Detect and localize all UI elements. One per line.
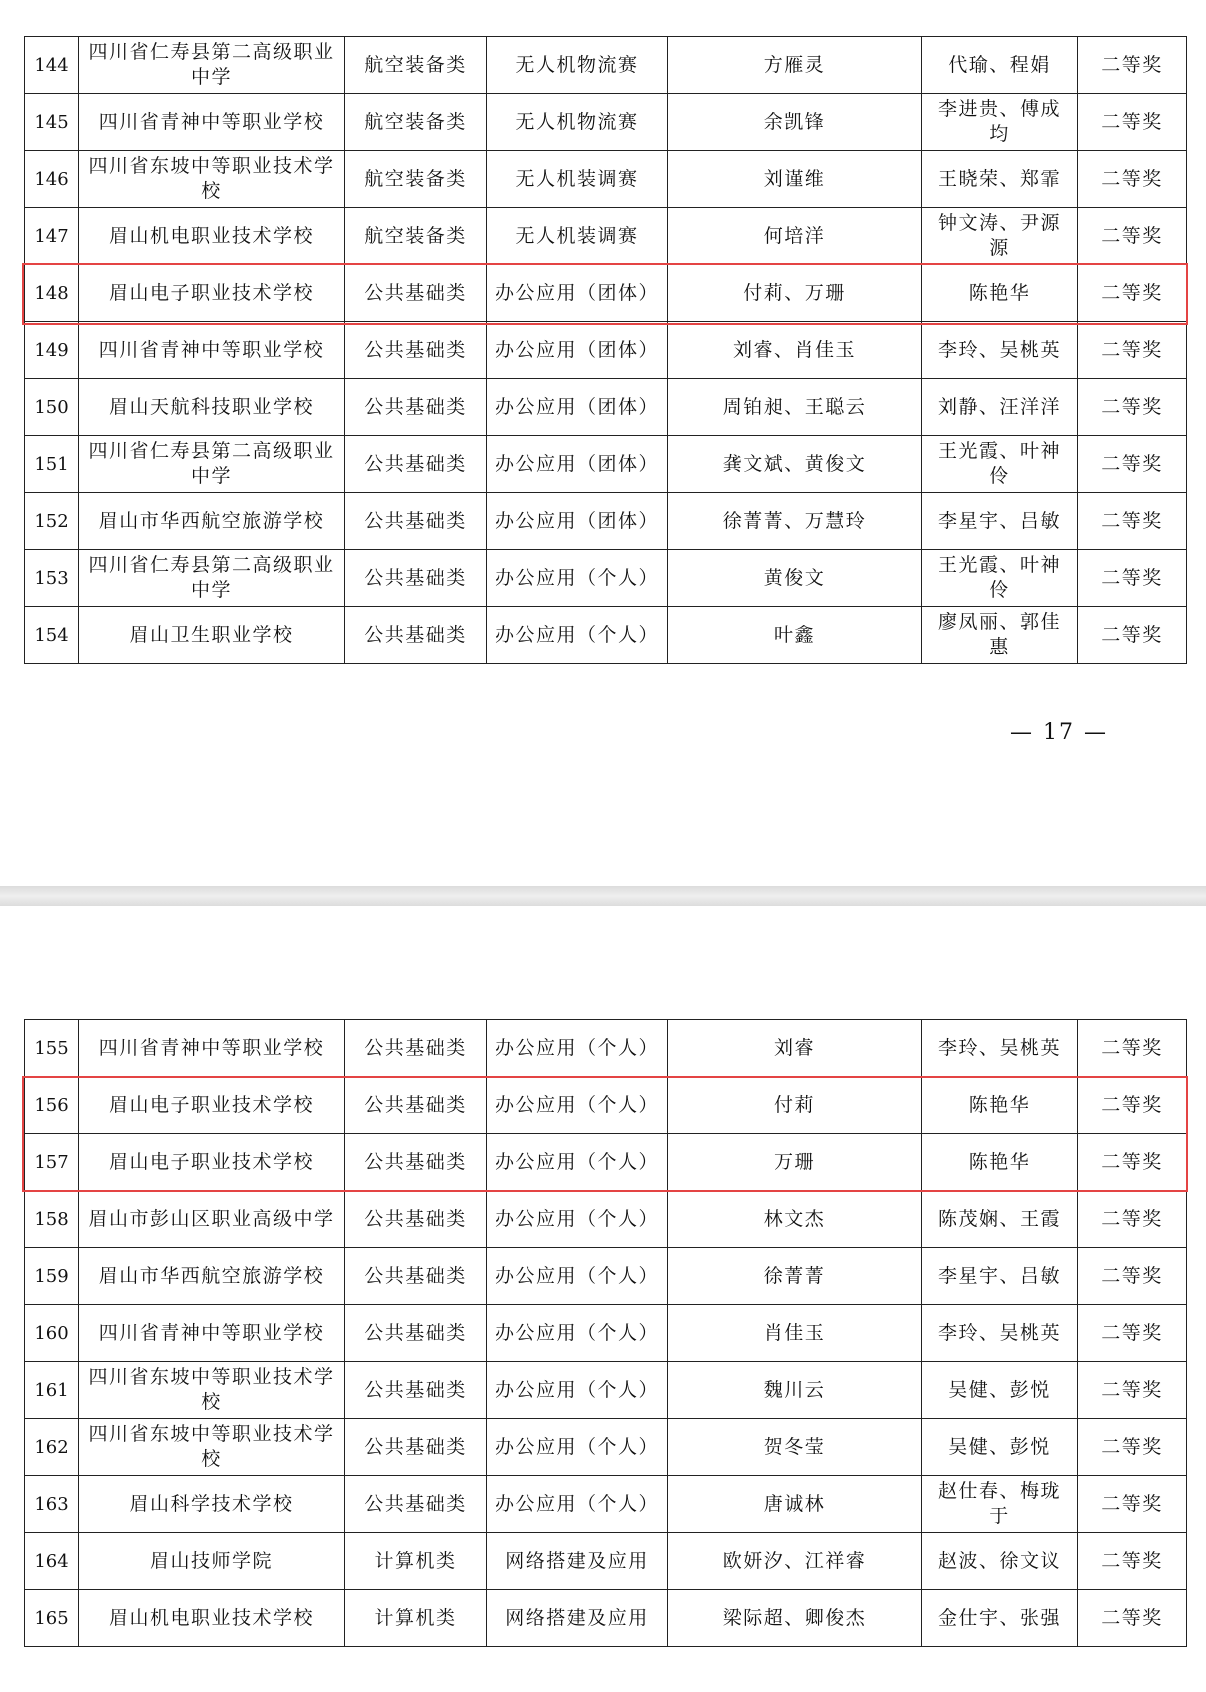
cell-contestants: 刘谨维 — [668, 151, 922, 208]
cell-category: 公共基础类 — [345, 379, 487, 436]
table-row — [25, 550, 1187, 607]
cell-category: 公共基础类 — [345, 322, 487, 379]
cell-school: 四川省仁寿县第二高级职业中学 — [79, 37, 345, 94]
cell-contestants: 余凯锋 — [668, 94, 922, 151]
cell-contestants: 付莉、万珊 — [668, 265, 922, 322]
table-row — [25, 265, 1187, 322]
cell-school: 四川省仁寿县第二高级职业中学 — [79, 436, 345, 493]
cell-event: 办公应用（团体） — [487, 379, 668, 436]
cell-award: 二等奖 — [1078, 1134, 1187, 1191]
cell-award: 二等奖 — [1078, 436, 1187, 493]
cell-instructors: 吴健、彭悦 — [922, 1419, 1078, 1476]
award-table-bottom — [24, 1019, 1187, 1647]
cell-event: 办公应用（个人） — [487, 1419, 668, 1476]
cell-school: 四川省青神中等职业学校 — [79, 94, 345, 151]
cell-number: 146 — [25, 151, 79, 208]
cell-number: 145 — [25, 94, 79, 151]
cell-instructors: 钟文涛、尹源源 — [922, 208, 1078, 265]
cell-instructors: 陈艳华 — [922, 265, 1078, 322]
cell-school: 眉山卫生职业学校 — [79, 607, 345, 664]
cell-contestants: 魏川云 — [668, 1362, 922, 1419]
cell-award: 二等奖 — [1078, 1020, 1187, 1077]
table-row — [25, 322, 1187, 379]
table-row — [25, 94, 1187, 151]
cell-school: 四川省青神中等职业学校 — [79, 322, 345, 379]
cell-event: 办公应用（团体） — [487, 436, 668, 493]
cell-number: 153 — [25, 550, 79, 607]
cell-contestants: 徐菁菁、万慧玲 — [668, 493, 922, 550]
cell-category: 计算机类 — [345, 1533, 487, 1590]
cell-category: 公共基础类 — [345, 550, 487, 607]
cell-number: 157 — [25, 1134, 79, 1191]
table-row — [25, 1533, 1187, 1590]
cell-number: 148 — [25, 265, 79, 322]
table-row — [25, 1305, 1187, 1362]
cell-award: 二等奖 — [1078, 208, 1187, 265]
cell-instructors: 吴健、彭悦 — [922, 1362, 1078, 1419]
cell-contestants: 林文杰 — [668, 1191, 922, 1248]
cell-school: 眉山机电职业技术学校 — [79, 1590, 345, 1647]
cell-category: 航空装备类 — [345, 151, 487, 208]
table-row — [25, 1362, 1187, 1419]
cell-number: 160 — [25, 1305, 79, 1362]
cell-award: 二等奖 — [1078, 322, 1187, 379]
cell-school: 四川省东坡中等职业技术学校 — [79, 151, 345, 208]
cell-category: 公共基础类 — [345, 1020, 487, 1077]
cell-award: 二等奖 — [1078, 1191, 1187, 1248]
cell-number: 150 — [25, 379, 79, 436]
cell-event: 网络搭建及应用 — [487, 1590, 668, 1647]
cell-event: 办公应用（个人） — [487, 1020, 668, 1077]
cell-award: 二等奖 — [1078, 1533, 1187, 1590]
table-row — [25, 1419, 1187, 1476]
cell-award: 二等奖 — [1078, 1362, 1187, 1419]
cell-number: 155 — [25, 1020, 79, 1077]
cell-category: 航空装备类 — [345, 208, 487, 265]
cell-instructors: 李玲、吴桃英 — [922, 322, 1078, 379]
cell-award: 二等奖 — [1078, 1248, 1187, 1305]
cell-category: 公共基础类 — [345, 1248, 487, 1305]
cell-school: 眉山电子职业技术学校 — [79, 1077, 345, 1134]
cell-category: 公共基础类 — [345, 607, 487, 664]
cell-contestants: 龚文斌、黄俊文 — [668, 436, 922, 493]
cell-school: 眉山电子职业技术学校 — [79, 1134, 345, 1191]
cell-instructors: 李星宇、吕敏 — [922, 1248, 1078, 1305]
cell-school: 眉山电子职业技术学校 — [79, 265, 345, 322]
table-row — [25, 37, 1187, 94]
cell-event: 办公应用（个人） — [487, 1134, 668, 1191]
cell-event: 无人机装调赛 — [487, 151, 668, 208]
cell-number: 159 — [25, 1248, 79, 1305]
cell-category: 公共基础类 — [345, 1305, 487, 1362]
cell-school: 眉山市华西航空旅游学校 — [79, 493, 345, 550]
cell-school: 眉山科学技术学校 — [79, 1476, 345, 1533]
cell-number: 163 — [25, 1476, 79, 1533]
cell-contestants: 梁际超、卿俊杰 — [668, 1590, 922, 1647]
cell-category: 公共基础类 — [345, 1419, 487, 1476]
cell-event: 办公应用（个人） — [487, 1191, 668, 1248]
cell-instructors: 李玲、吴桃英 — [922, 1020, 1078, 1077]
cell-category: 公共基础类 — [345, 493, 487, 550]
cell-school: 四川省青神中等职业学校 — [79, 1020, 345, 1077]
cell-instructors: 金仕宇、张强 — [922, 1590, 1078, 1647]
cell-number: 152 — [25, 493, 79, 550]
cell-event: 办公应用（团体） — [487, 265, 668, 322]
cell-event: 办公应用（个人） — [487, 550, 668, 607]
cell-award: 二等奖 — [1078, 1590, 1187, 1647]
table-row — [25, 1248, 1187, 1305]
cell-contestants: 肖佳玉 — [668, 1305, 922, 1362]
table-row — [25, 151, 1187, 208]
cell-number: 149 — [25, 322, 79, 379]
cell-event: 无人机装调赛 — [487, 208, 668, 265]
cell-award: 二等奖 — [1078, 94, 1187, 151]
cell-event: 办公应用（团体） — [487, 322, 668, 379]
table-row — [25, 208, 1187, 265]
cell-contestants: 刘睿 — [668, 1020, 922, 1077]
cell-award: 二等奖 — [1078, 37, 1187, 94]
cell-instructors: 廖凤丽、郭佳惠 — [922, 607, 1078, 664]
cell-school: 四川省东坡中等职业技术学校 — [79, 1362, 345, 1419]
cell-contestants: 唐诚林 — [668, 1476, 922, 1533]
cell-instructors: 王光霞、叶神伶 — [922, 550, 1078, 607]
table-row — [25, 493, 1187, 550]
award-table-top — [24, 36, 1187, 664]
cell-category: 公共基础类 — [345, 436, 487, 493]
award-table-top-body — [25, 37, 1187, 664]
cell-instructors: 赵波、徐文议 — [922, 1533, 1078, 1590]
cell-contestants: 贺冬莹 — [668, 1419, 922, 1476]
cell-instructors: 王光霞、叶神伶 — [922, 436, 1078, 493]
cell-event: 办公应用（个人） — [487, 1476, 668, 1533]
cell-event: 网络搭建及应用 — [487, 1533, 668, 1590]
cell-number: 147 — [25, 208, 79, 265]
cell-award: 二等奖 — [1078, 550, 1187, 607]
cell-contestants: 万珊 — [668, 1134, 922, 1191]
cell-event: 办公应用（个人） — [487, 1362, 668, 1419]
cell-number: 151 — [25, 436, 79, 493]
cell-number: 161 — [25, 1362, 79, 1419]
cell-number: 162 — [25, 1419, 79, 1476]
cell-instructors: 陈艳华 — [922, 1077, 1078, 1134]
cell-instructors: 陈茂娴、王霞 — [922, 1191, 1078, 1248]
cell-award: 二等奖 — [1078, 1476, 1187, 1533]
cell-school: 四川省东坡中等职业技术学校 — [79, 1419, 345, 1476]
cell-category: 计算机类 — [345, 1590, 487, 1647]
table-row — [25, 436, 1187, 493]
cell-instructors: 李玲、吴桃英 — [922, 1305, 1078, 1362]
cell-number: 164 — [25, 1533, 79, 1590]
cell-contestants: 黄俊文 — [668, 550, 922, 607]
cell-contestants: 周铂昶、王聪云 — [668, 379, 922, 436]
cell-school: 眉山机电职业技术学校 — [79, 208, 345, 265]
cell-event: 无人机物流赛 — [487, 37, 668, 94]
cell-number: 144 — [25, 37, 79, 94]
cell-number: 165 — [25, 1590, 79, 1647]
table-row — [25, 1077, 1187, 1134]
cell-event: 办公应用（团体） — [487, 493, 668, 550]
cell-instructors: 李星宇、吕敏 — [922, 493, 1078, 550]
cell-event: 无人机物流赛 — [487, 94, 668, 151]
cell-category: 公共基础类 — [345, 1134, 487, 1191]
cell-contestants: 方雁灵 — [668, 37, 922, 94]
cell-school: 眉山市彭山区职业高级中学 — [79, 1191, 345, 1248]
cell-contestants: 欧妍汐、江祥睿 — [668, 1533, 922, 1590]
table-row — [25, 1590, 1187, 1647]
cell-number: 154 — [25, 607, 79, 664]
cell-category: 公共基础类 — [345, 265, 487, 322]
cell-contestants: 刘睿、肖佳玉 — [668, 322, 922, 379]
cell-number: 156 — [25, 1077, 79, 1134]
cell-school: 四川省青神中等职业学校 — [79, 1305, 345, 1362]
cell-award: 二等奖 — [1078, 151, 1187, 208]
cell-instructors: 陈艳华 — [922, 1134, 1078, 1191]
cell-contestants: 徐菁菁 — [668, 1248, 922, 1305]
table-row — [25, 1134, 1187, 1191]
table-row — [25, 379, 1187, 436]
cell-contestants: 何培洋 — [668, 208, 922, 265]
cell-instructors: 代瑜、程娟 — [922, 37, 1078, 94]
page-separator — [0, 886, 1206, 906]
cell-award: 二等奖 — [1078, 1077, 1187, 1134]
cell-number: 158 — [25, 1191, 79, 1248]
table-row — [25, 607, 1187, 664]
cell-instructors: 李进贵、傅成均 — [922, 94, 1078, 151]
table-row — [25, 1476, 1187, 1533]
page-number: — 17 — — [1010, 720, 1108, 745]
table-row — [25, 1191, 1187, 1248]
cell-instructors: 赵仕春、梅珑于 — [922, 1476, 1078, 1533]
cell-award: 二等奖 — [1078, 493, 1187, 550]
cell-category: 航空装备类 — [345, 37, 487, 94]
cell-school: 四川省仁寿县第二高级职业中学 — [79, 550, 345, 607]
cell-event: 办公应用（个人） — [487, 1077, 668, 1134]
cell-event: 办公应用（个人） — [487, 1305, 668, 1362]
table-row — [25, 1020, 1187, 1077]
cell-category: 公共基础类 — [345, 1191, 487, 1248]
cell-event: 办公应用（个人） — [487, 1248, 668, 1305]
cell-school: 眉山天航科技职业学校 — [79, 379, 345, 436]
cell-category: 公共基础类 — [345, 1362, 487, 1419]
cell-award: 二等奖 — [1078, 1305, 1187, 1362]
cell-school: 眉山技师学院 — [79, 1533, 345, 1590]
cell-category: 公共基础类 — [345, 1476, 487, 1533]
cell-category: 航空装备类 — [345, 94, 487, 151]
cell-instructors: 刘静、汪洋洋 — [922, 379, 1078, 436]
cell-contestants: 付莉 — [668, 1077, 922, 1134]
cell-award: 二等奖 — [1078, 1419, 1187, 1476]
cell-award: 二等奖 — [1078, 607, 1187, 664]
cell-instructors: 王晓荣、郑霏 — [922, 151, 1078, 208]
cell-award: 二等奖 — [1078, 379, 1187, 436]
cell-award: 二等奖 — [1078, 265, 1187, 322]
cell-category: 公共基础类 — [345, 1077, 487, 1134]
cell-contestants: 叶鑫 — [668, 607, 922, 664]
award-table-bottom-body — [25, 1020, 1187, 1647]
cell-school: 眉山市华西航空旅游学校 — [79, 1248, 345, 1305]
cell-event: 办公应用（个人） — [487, 607, 668, 664]
